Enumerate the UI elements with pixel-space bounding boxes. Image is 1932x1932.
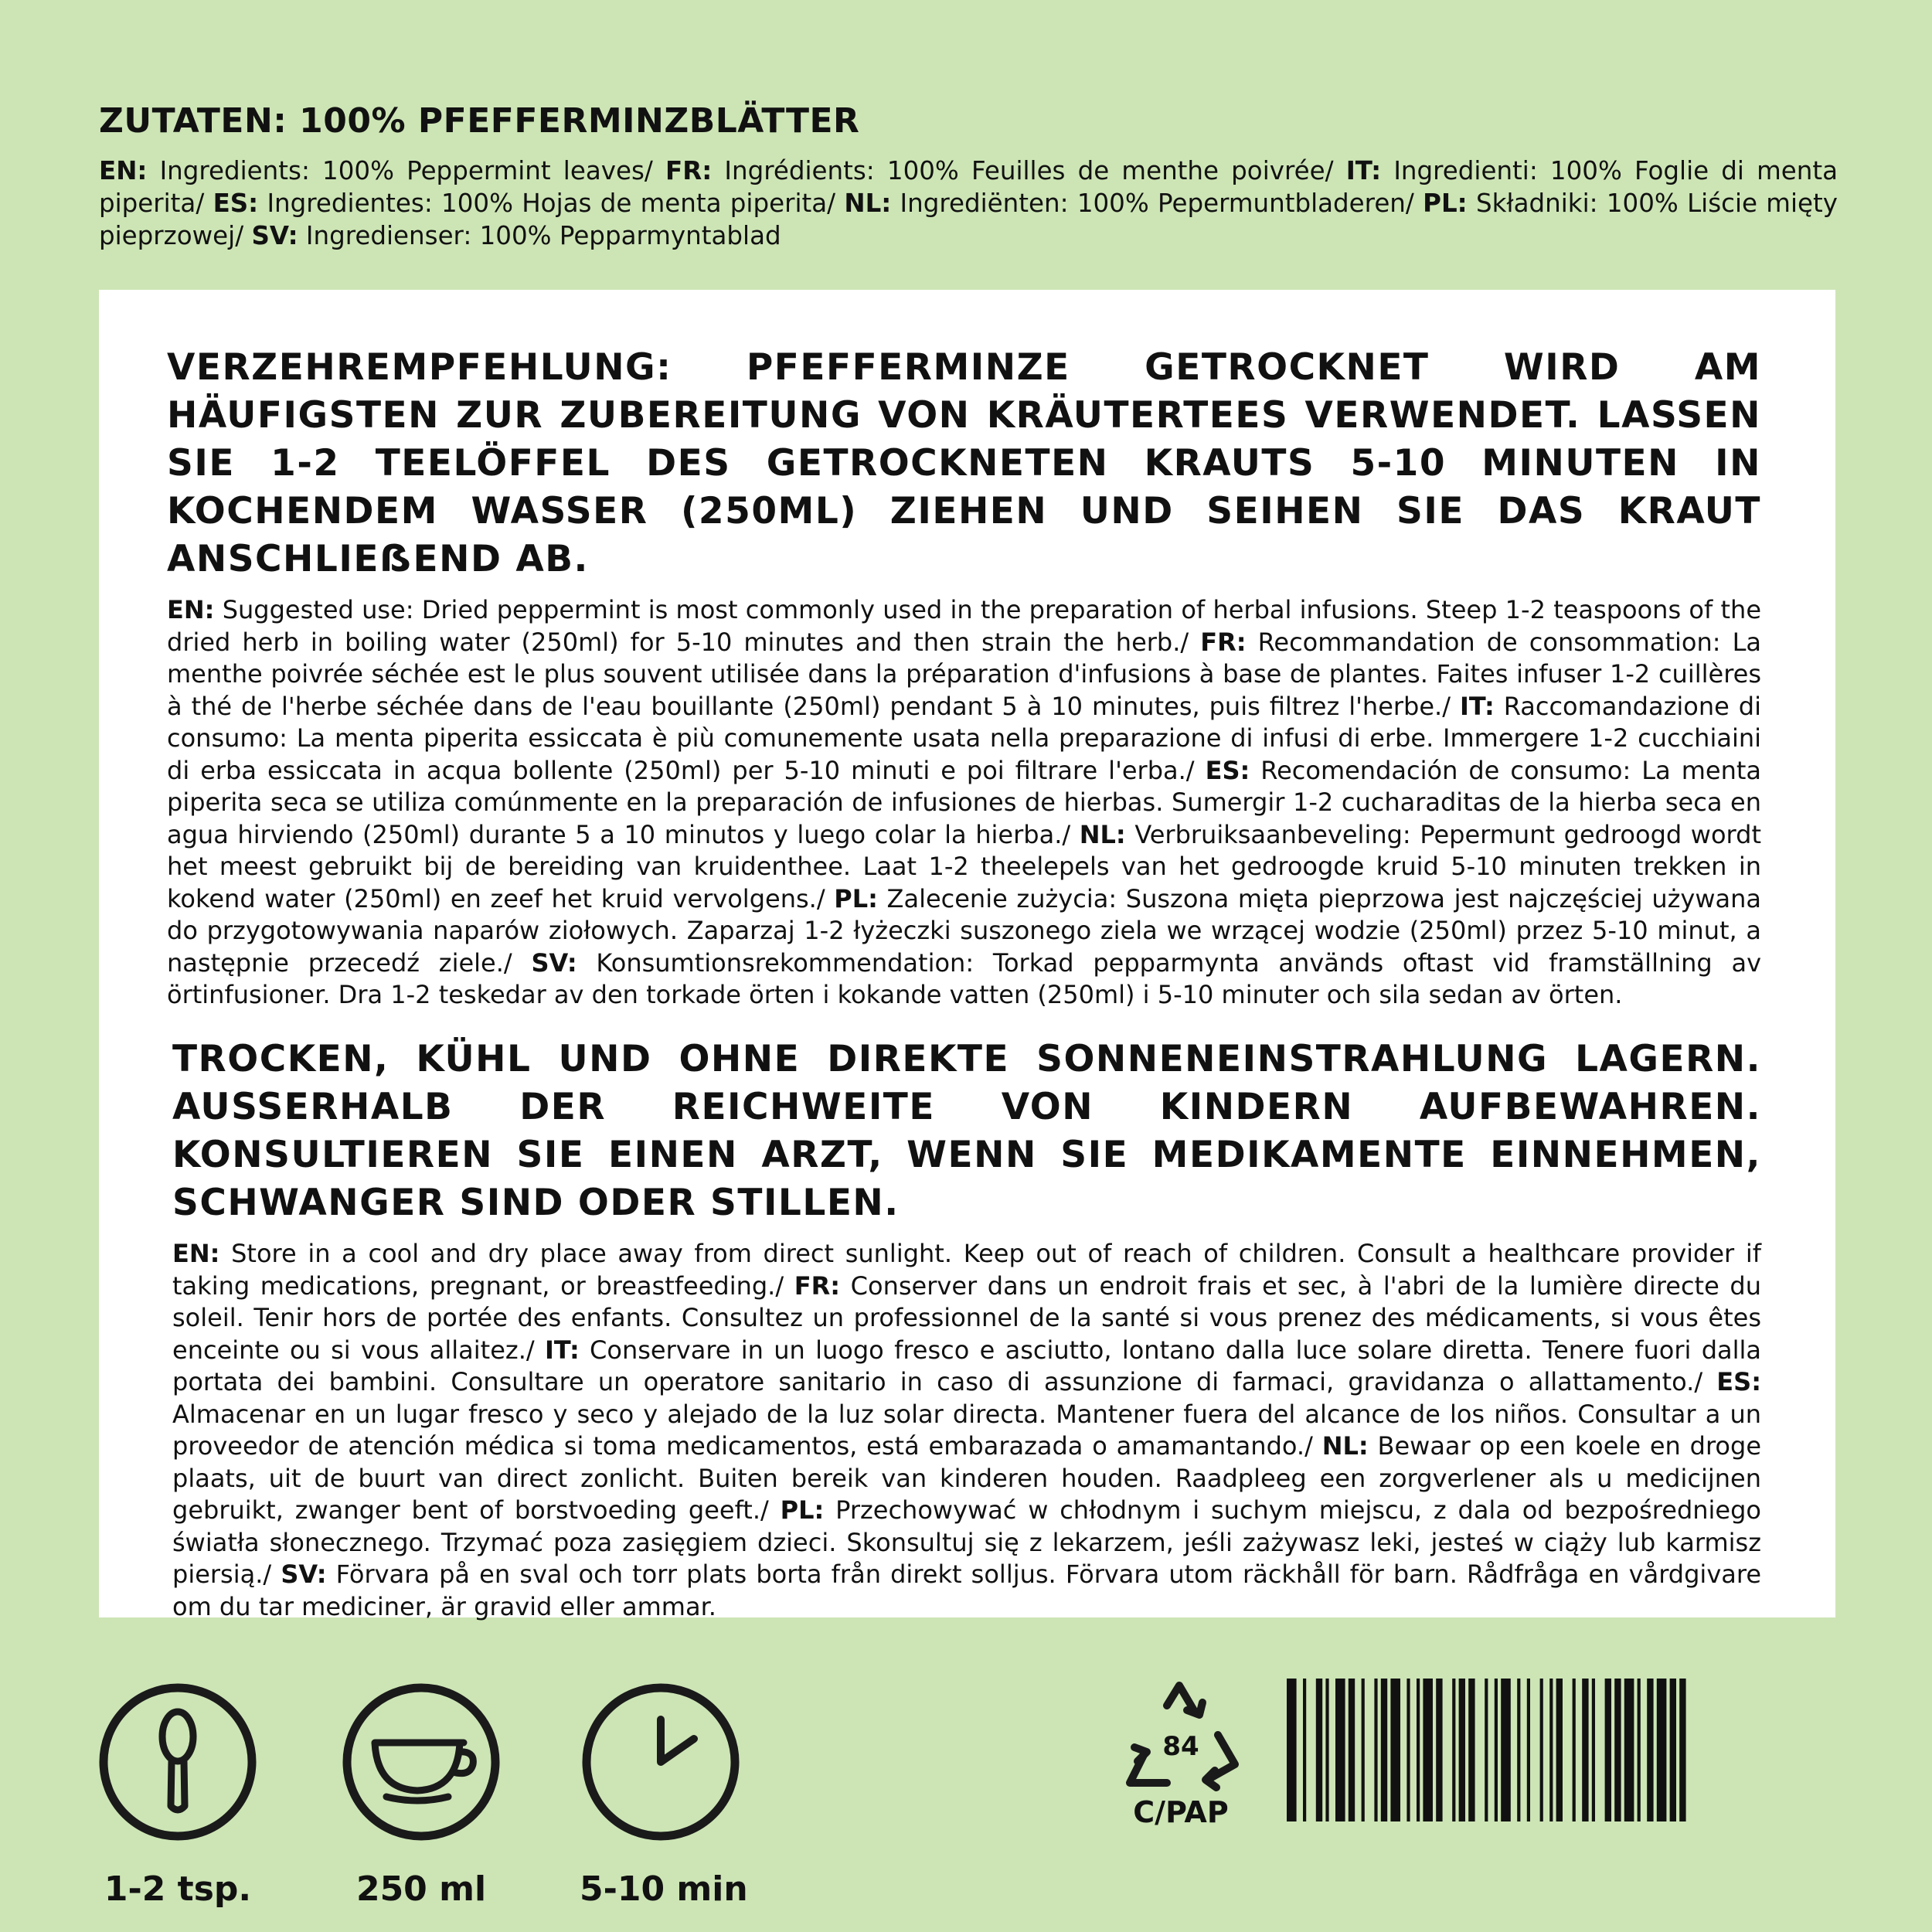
cup-icon: [340, 1681, 502, 1843]
lang-code: IT:: [544, 1335, 580, 1365]
barcode: [1287, 1679, 1835, 1821]
lang-code: FR:: [665, 156, 713, 185]
info-panel: [99, 290, 1835, 1621]
storage-heading: TROCKEN, KÜHL UND OHNE DIREKTE SONNENEINSTRAHLUNG LAGERN. AUSSERHALB DER REICHWEITE VON KINDERN AUFBEWAHREN. KONSULTIEREN SIE EINEN ARZT, WENN SIE MEDIKAMENTE EINNEHMEN, SCHWANGER SIND ODER STILLEN.: [172, 1038, 1761, 1224]
barcode-bar: [1303, 1679, 1306, 1821]
storage-text: Conserver dans un endroit frais et sec, à l'abri de la lumière directe du soleil. Tenir hors de portée des enfants. Consultez un professionnel de la santé si vous prenez des médicaments, si vous êtes enceinte ou si vous allaitez./: [172, 1270, 1762, 1365]
recycling-code: 84: [1162, 1731, 1199, 1762]
barcode-bar: [1495, 1679, 1498, 1821]
barcode-bar: [1459, 1679, 1465, 1821]
barcode-bar: [1335, 1679, 1345, 1821]
barcode-bar: [1501, 1679, 1511, 1821]
ingredient-text: Ingredients: 100% Peppermint leaves/: [147, 156, 666, 185]
lang-code: NL:: [844, 189, 892, 218]
ingredient-text: Ingredienser: 100% Pepparmyntablad: [298, 221, 781, 250]
barcode-bar: [1390, 1679, 1400, 1821]
ingredients-translations: [99, 155, 1838, 252]
barcode-bar: [1679, 1679, 1685, 1821]
dose-label: 1-2 tsp.: [104, 1869, 252, 1909]
ingredient-text: Składniki: 100% Liście mięty pieprzowej/: [99, 189, 1838, 250]
barcode-bar: [1582, 1679, 1588, 1821]
barcode-bar: [1362, 1679, 1365, 1821]
storage-text: Store in a cool and dry place away from direct sunlight. Keep out of reach of children. Consult a healthcare provider if taking medications, pregnant, or breastfeeding./: [172, 1239, 1761, 1301]
lang-code: PL:: [780, 1495, 825, 1525]
barcode-bar: [1374, 1679, 1377, 1821]
usage-text: Konsumtionsrekommendation: Torkad pepparmynta används oftast vid framställning av örtinfusioner. Dra 1-2 teskedar av den torkade örten i kokande vatten (250ml) i 5-10 minuter och sila sedan av örten.: [167, 947, 1762, 1009]
barcode-bar: [1624, 1679, 1634, 1821]
barcode-bar: [1316, 1679, 1322, 1821]
usage-text: Recommandation de consommation: La menthe poivrée séchée est le plus souvent utilisée dans la préparation d'infusions à base de plantes. Faites infuser 1-2 cuillères à thé de l'herbe séchée dans de l'eau bouillante (250ml) pendant 5 à 10 minutes, puis filtrez l'herbe./: [167, 627, 1762, 721]
barcode-bar: [1556, 1679, 1563, 1821]
storage-text: Förvara på en sval och torr plats borta från direkt solljus. Förvara utom räckhåll för barn. Rådfråga en vårdgivare om du tar mediciner, är gravid eller ammar.: [172, 1560, 1762, 1621]
storage-text: Conservare in un luogo fresco e asciutto, lontano dalla luce solare diretta. Tenere fuori dalla portata dei bambini. Consultare un operatore sanitario in caso di assunzione di farmaci, gravidanza o allattamento./: [172, 1335, 1762, 1396]
barcode-bar: [1638, 1679, 1641, 1821]
barcode-bar: [1452, 1679, 1455, 1821]
storage-text: Bewaar op een koele en droge plaats, uit de buurt van direct zonlicht. Buiten bereik van kinderen houden. Raadpleeg een zorgverlener als u medicijnen gebruikt, zwanger bent of borstvoeding geeft./: [172, 1431, 1762, 1525]
usage-text: Raccomandazione di consumo: La menta piperita essiccata è più comunemente usata nella preparazione di infusi di erbe. Immergere 1-2 cucchiaini di erba essiccata in acqua bollente (250ml) per 5-10 minuti e poi filtrare l'erba./: [167, 691, 1762, 785]
lang-code: SV:: [281, 1560, 327, 1589]
barcode-bar: [1605, 1679, 1611, 1821]
lang-code: IT:: [1459, 691, 1495, 721]
lang-code: SV:: [531, 947, 577, 978]
barcode-bar: [1592, 1679, 1595, 1821]
usage-text: Zalecenie zużycia: Suszona mięta pieprzowa jest najczęściej używana do przygotowywania naparów ziołowych. Zaparzaj 1-2 łyżeczki suszonego ziela we wrzącej wodzie (250ml) przez 5-10 minut, a następnie przecedź ziele./: [167, 883, 1761, 978]
barcode-bar: [1325, 1679, 1328, 1821]
lang-code: EN:: [172, 1239, 220, 1268]
ingredients-title: ZUTATEN: 100% PFEFFERMINZBLÄTTER: [99, 101, 860, 141]
lang-code: FR:: [794, 1270, 841, 1301]
barcode-bar: [1468, 1679, 1475, 1821]
barcode-bar: [1549, 1679, 1553, 1821]
lang-code: IT:: [1345, 156, 1382, 185]
barcode-bar: [1406, 1679, 1410, 1821]
storage-section: [172, 1036, 1761, 1623]
lang-code: NL:: [1321, 1431, 1369, 1461]
recycling-material: C/PAP: [1133, 1795, 1229, 1829]
lang-code: PL:: [1423, 189, 1468, 218]
time-label: 5-10 min: [580, 1869, 748, 1909]
usage-text: Recomendación de consumo: La menta piperita seca se utiliza comúnmente en la preparación de infusiones de hierbas. Sumergir 1-2 cucharaditas de la hierba seca en agua hirviendo (250ml) durante 5 a 10 minutos y luego colar la hierba./: [167, 755, 1762, 849]
barcode-bar: [1287, 1679, 1297, 1821]
barcode-bar: [1485, 1679, 1488, 1821]
barcode-bar: [1527, 1679, 1530, 1821]
clock-icon: [580, 1681, 742, 1843]
volume-item: [340, 1681, 502, 1909]
ingredient-text: Ingrediënten: 100% Pepermuntbladeren/: [891, 189, 1423, 218]
ingredient-text: Ingrédients: 100% Feuilles de menthe poivrée/: [712, 156, 1346, 185]
ingredient-text: Ingredientes: 100% Hojas de menta piperita/: [258, 189, 845, 218]
barcode-bar: [1417, 1679, 1420, 1821]
ingredients-section: [99, 99, 1838, 252]
barcode-bar: [1423, 1679, 1433, 1821]
lang-code: EN:: [167, 595, 215, 624]
usage-translations: [167, 594, 1761, 1012]
usage-text: Suggested use: Dried peppermint is most commonly used in the preparation of herbal infusions. Steep 1-2 teaspoons of the dried herb in boiling water (250ml) for 5-10 minutes and then strain the herb./: [167, 595, 1761, 657]
lang-code: ES:: [1716, 1367, 1761, 1396]
barcode-bar: [1349, 1679, 1355, 1821]
barcode-bar: [1614, 1679, 1621, 1821]
lang-code: NL:: [1079, 819, 1126, 849]
recycling-mark: [1119, 1681, 1243, 1828]
storage-text: Almacenar en un lugar fresco y seco y alejado de la luz solar directa. Mantener fuera del alcance de los niños. Consultar a un proveedor de atención médica si toma medicamentos, está embarazada o amamantando./: [172, 1399, 1761, 1461]
barcode-bar: [1657, 1679, 1667, 1821]
spoon-icon: [97, 1681, 259, 1843]
volume-label: 250 ml: [355, 1869, 487, 1909]
lang-code: PL:: [834, 883, 878, 913]
barcode-bar: [1381, 1679, 1387, 1821]
usage-heading: VERZEHREMPFEHLUNG: PFEFFERMINZE GETROCKNET WIRD AM HÄUFIGSTEN ZUR ZUBEREITUNG VON KRÄUTERTEES VERWENDET. LASSEN SIE 1-2 TEELÖFFEL DES GETROCKNETEN KRAUTS 5-10 MINUTEN IN KOCHENDEM WASSER (250ML) ZIEHEN UND SEIHEN SIE DAS KRAUT ANSCHLIEẞEND AB.: [167, 346, 1761, 580]
lang-code: EN:: [99, 156, 148, 185]
usage-text: Verbruiksaanbeveling: Pepermunt gedroogd wordt het meest gebruikt bij de bereiding van kruidenthee. Laat 1-2 theelepels van het gedroogde kruid 5-10 minuten trekken in kokend water (250ml) en zeef het kruid vervolgens./: [167, 819, 1761, 913]
storage-text: Przechowywać w chłodnym i suchym miejscu, z dala od bezpośredniego światła słonecznego. Trzymać poza zasięgiem dzieci. Skonsultuj się z lekarzem, jeśli zażywasz leki, jesteś w ciąży lub karmisz piersią./: [172, 1495, 1762, 1589]
preparation-icons: [97, 1681, 769, 1909]
lang-code: ES:: [1205, 755, 1250, 785]
barcode-bar: [1670, 1679, 1676, 1821]
usage-section: [167, 344, 1761, 1012]
time-item: [580, 1681, 748, 1909]
lang-code: ES:: [213, 189, 259, 218]
dose-item: [97, 1681, 259, 1909]
barcode-bar: [1517, 1679, 1520, 1821]
barcode-bar: [1573, 1679, 1576, 1821]
lang-code: FR:: [1200, 627, 1247, 657]
ingredient-text: Ingredienti: 100% Foglie di menta piperita/: [99, 156, 1838, 218]
barcode-bar: [1540, 1679, 1543, 1821]
barcode-bar: [1436, 1679, 1442, 1821]
lang-code: SV:: [251, 221, 298, 250]
barcode-bar: [1647, 1679, 1653, 1821]
storage-translations: [172, 1238, 1761, 1623]
